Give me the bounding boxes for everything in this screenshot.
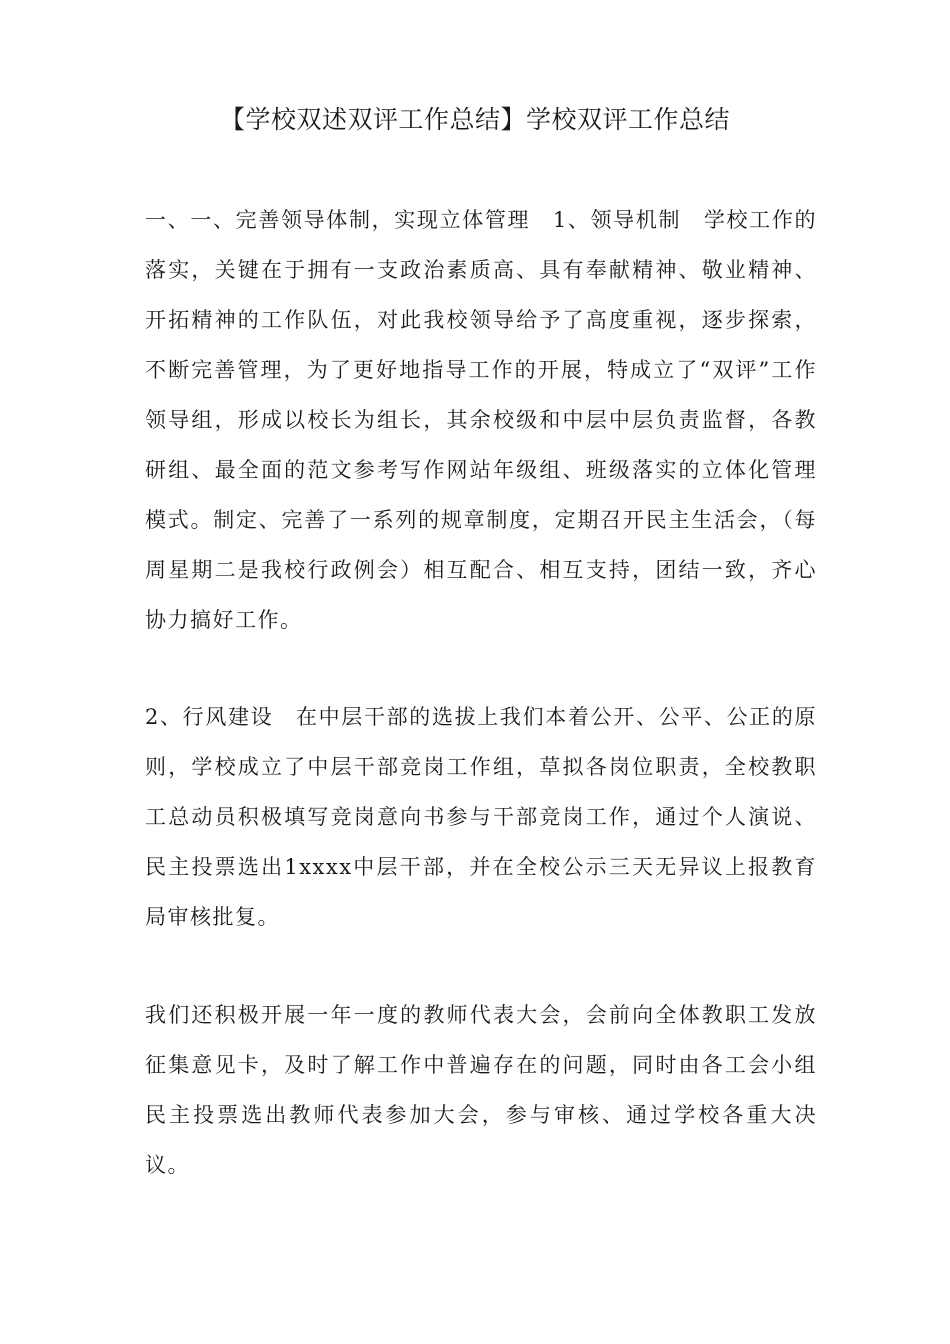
paragraph-conduct-building: 2、行风建设 在中层干部的选拔上我们本着公开、公平、公正的原则，学校成立了中层干部竞岗工作组，草拟各岗位职责，全校教职工总动员积极填写竞岗意向书参与干部竞岗工作，通过个人演说、民主投票选出1xxxx中层干部，并在全校公示三天无异议上报教育局审核批复。: [145, 705, 817, 929]
paragraph-leadership-system: 一、一、完善领导体制，实现立体管理 1、领导机制 学校工作的落实，关键在于拥有一支政治素质高、具有奉献精神、敬业精神、开拓精神的工作队伍，对此我校领导给予了高度重视，逐步探索，不断完善管理，为了更好地指导工作的开展，特成立了“双评”工作领导组，形成以校长为组长，其余校级和中层中层负责监督，各教研组、最全面的范文参考写作网站年级组、班级落实的立体化管理模式。制定、完善了一系列的规章制度，定期召开民主生活会，（每周星期二是我校行政例会）相互配合、相互支持，团结一致，齐心协力搞好工作。: [145, 208, 817, 632]
paragraph-teachers-congress: 我们还积极开展一年一度的教师代表大会，会前向全体教职工发放征集意见卡，及时了解工作中普遍存在的问题，同时由各工会小组民主投票选出教师代表参加大会，参与审核、通过学校各重大决议。: [145, 1003, 817, 1177]
document-title: 【学校双述双评工作总结】学校双评工作总结: [219, 105, 730, 134]
